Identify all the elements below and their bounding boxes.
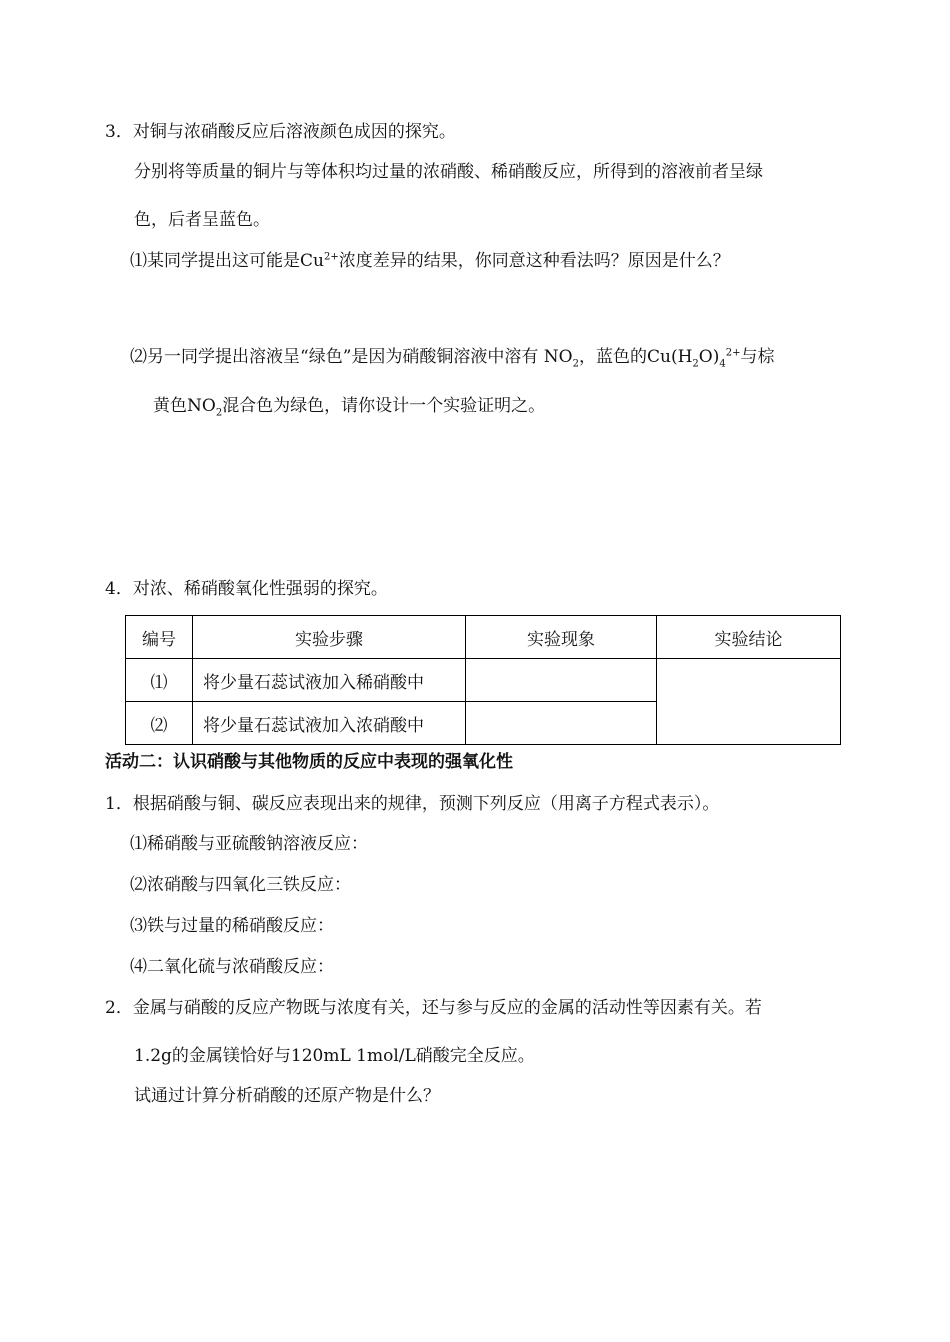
- table-cell: ⑴: [126, 659, 193, 702]
- q3-paragraph-line1: 分别将等质量的铜片与等体积均过量的浓硝酸、稀硝酸反应，所得到的溶液前者呈绿: [134, 162, 763, 182]
- q3-subquestion-2-line2: [153, 395, 545, 417]
- q3-sub1-superscript: 2+: [323, 251, 339, 263]
- q3-sub2-subscript-1: 2: [572, 358, 579, 370]
- q3-sub2-line2-text-a: 黄色NO: [153, 396, 216, 416]
- activity2-q1-item: ⑴稀硝酸与亚硫酸钠溶液反应：: [130, 834, 368, 854]
- q3-sub2-subscript-2: 2: [692, 358, 699, 370]
- q3-sub1-text-a: ⑴某同学提出这可能是Cu: [130, 251, 324, 271]
- activity2-q1-item: ⑶铁与过量的稀硝酸反应：: [130, 916, 334, 936]
- table-cell-conclusion: [657, 659, 841, 745]
- q3-sub2-line2-subscript: 2: [215, 407, 223, 419]
- table-cell: [466, 659, 657, 702]
- table-cell: 将少量石蕊试液加入稀硝酸中: [193, 659, 466, 702]
- q3-subquestion-2: [130, 346, 774, 368]
- q3-sub2-superscript: 2+: [725, 347, 741, 359]
- table-header-cell: 实验步骤: [193, 616, 466, 659]
- table-cell: 将少量石蕊试液加入浓硝酸中: [193, 702, 466, 745]
- table-cell: ⑵: [126, 702, 193, 745]
- activity2-q2-line1: 2．金属与硝酸的反应产物既与浓度有关，还与参与反应的金属的活动性等因素有关。若: [105, 998, 762, 1018]
- activity2-q1-title: 1．根据硝酸与铜、碳反应表现出来的规律，预测下列反应（用离子方程式表示）。: [105, 794, 720, 814]
- activity2-q2-line3: 试通过计算分析硝酸的还原产物是什么？: [134, 1086, 440, 1106]
- table-row: [126, 659, 841, 702]
- table-header-cell: 实验结论: [657, 616, 841, 659]
- q3-sub2-line2-text-b: 混合色为绿色，请你设计一个实验证明之。: [222, 396, 546, 416]
- table-header-cell: 实验现象: [466, 616, 657, 659]
- activity2-title: 活动二：认识硝酸与其他物质的反应中表现的强氧化性: [105, 752, 513, 772]
- table-header-cell: 编号: [126, 616, 193, 659]
- q3-title: 3．对铜与浓硝酸反应后溶液颜色成因的探究。: [105, 122, 456, 142]
- q3-sub2-subscript-3: 4: [719, 358, 726, 370]
- activity2-q1-item: ⑷二氧化硫与浓硝酸反应：: [130, 957, 334, 977]
- table-cell: [466, 702, 657, 745]
- q3-sub1-text-b: 浓度差异的结果，你同意这种看法吗？原因是什么？: [338, 251, 730, 271]
- activity2-q2-line2: 1.2g的金属镁恰好与120mL 1mol/L硝酸完全反应。: [134, 1046, 535, 1066]
- table-header-row: [126, 616, 841, 659]
- q4-title: 4．对浓、稀硝酸氧化性强弱的探究。: [105, 579, 388, 599]
- q3-sub2-text-b: ，蓝色的Cu(H: [578, 347, 693, 367]
- q3-paragraph-line2: 色，后者呈蓝色。: [134, 210, 270, 230]
- experiment-table: [125, 615, 841, 745]
- q3-subquestion-1: [130, 250, 730, 272]
- activity2-q1-item: ⑵浓硝酸与四氧化三铁反应：: [130, 875, 351, 895]
- q3-sub2-text-d: 与棕: [740, 347, 775, 367]
- q3-sub2-text-c: O): [698, 347, 720, 367]
- q3-sub2-text-a: ⑵另一同学提出溶液呈“绿色”是因为硝酸铜溶液中溶有 NO: [130, 347, 573, 367]
